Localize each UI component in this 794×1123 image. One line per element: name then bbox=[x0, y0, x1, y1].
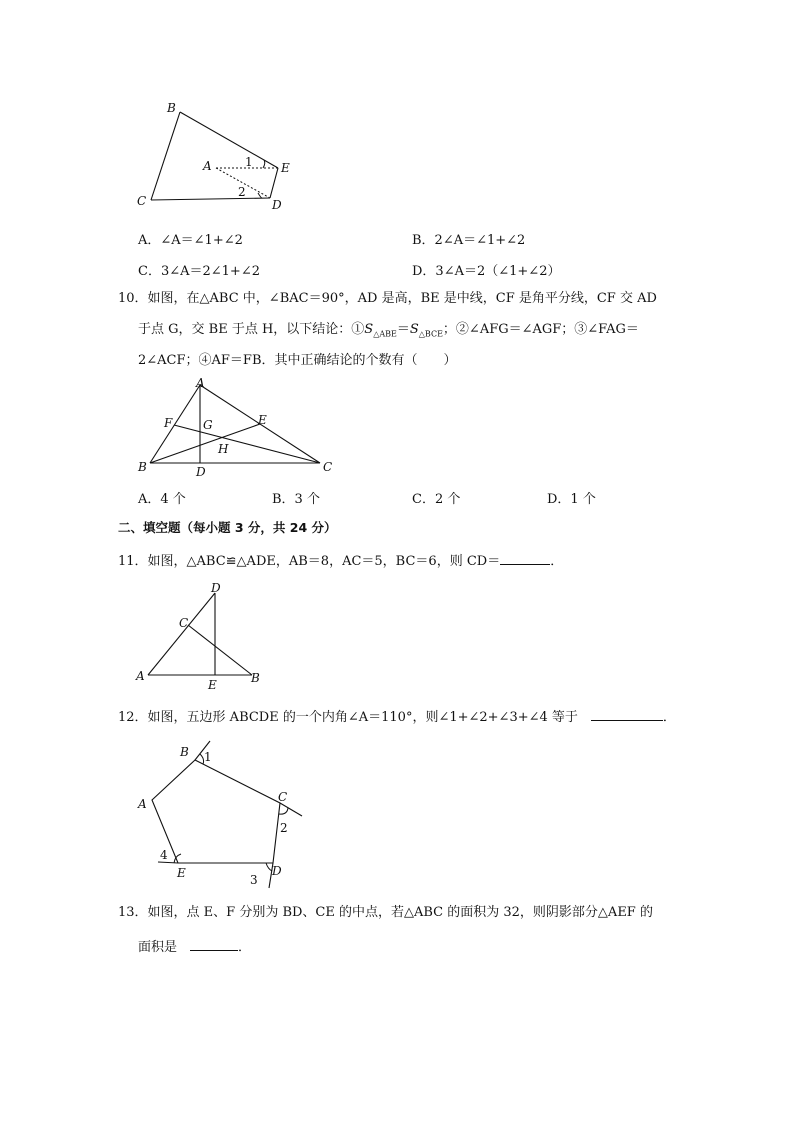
q11-label-c: C bbox=[179, 616, 189, 630]
q11-label-b: B bbox=[251, 671, 260, 685]
q10-option-c: C．2 个 bbox=[412, 492, 461, 507]
q12-label-1: 1 bbox=[204, 750, 212, 764]
section-2-title: 二、填空题（每小题 3 分，共 24 分） bbox=[118, 520, 337, 535]
q10-figure bbox=[130, 375, 345, 480]
q9-angle-arc-1 bbox=[263, 160, 265, 168]
q12-ext-de bbox=[158, 862, 178, 863]
q9-label-c: C bbox=[137, 194, 147, 208]
q12-stem: 12．如图，五边形 ABCDE 的一个内角∠A＝110°，则∠1+∠2+∠3+∠4 等于 ． bbox=[118, 710, 676, 725]
q13-answer-blank[interactable] bbox=[190, 938, 238, 951]
q12-label-d: D bbox=[272, 864, 282, 878]
q11-label-a: A bbox=[136, 669, 145, 683]
q9-side-de bbox=[270, 168, 278, 198]
q11-figure bbox=[130, 578, 270, 693]
q12-answer-blank[interactable] bbox=[591, 708, 663, 721]
q12-label-c: C bbox=[278, 790, 288, 804]
q12-label-a: A bbox=[138, 797, 147, 811]
q9-label-a: A bbox=[203, 159, 212, 173]
q10-option-d: D．1 个 bbox=[547, 492, 596, 507]
q9-option-b: B．2∠A＝∠1+∠2 bbox=[412, 233, 526, 248]
q10-label-h: H bbox=[218, 442, 229, 456]
q9-figure bbox=[130, 95, 310, 215]
q10-stem-line-3: 2∠ACF；④AF＝FB．其中正确结论的个数有（ ） bbox=[138, 353, 457, 368]
q13-stem-line-2: 面积是 ． bbox=[138, 940, 252, 955]
q9-label-d: D bbox=[272, 198, 282, 212]
q11-label-d: D bbox=[211, 581, 221, 595]
q11-side-ad bbox=[148, 593, 215, 675]
q10-label-a: A bbox=[196, 376, 205, 390]
q11-answer-blank[interactable] bbox=[500, 552, 550, 565]
q12-label-4: 4 bbox=[160, 848, 168, 862]
q9-option-d: D．3∠A＝2（∠1+∠2） bbox=[412, 264, 561, 279]
q10-label-c: C bbox=[323, 460, 333, 474]
q12-label-b: B bbox=[180, 745, 189, 759]
q9-label-2: 2 bbox=[238, 185, 246, 199]
q9-option-c: C．3∠A＝2∠1+∠2 bbox=[138, 264, 260, 279]
q10-label-d: D bbox=[196, 465, 206, 479]
q10-stem-line-1: 10．如图，在△ABC 中，∠BAC＝90°，AD 是高，BE 是中线，CF 是角平分线，CF 交 AD bbox=[118, 291, 657, 306]
q9-option-a: A．∠A＝∠1+∠2 bbox=[138, 233, 243, 248]
q10-stem-line-2: 于点 G，交 BE 于点 H，以下结论：$①S_{\triangle ABE}=S_{\triangle BCE}$；②∠AFG＝∠AGF；③∠FAG＝ bbox=[138, 322, 639, 339]
q12-label-3: 3 bbox=[250, 873, 258, 887]
q10-bisector-cf bbox=[174, 425, 320, 463]
q10-label-e: E bbox=[258, 413, 267, 427]
q10-side-ab bbox=[150, 385, 200, 463]
q12-figure bbox=[130, 733, 310, 893]
q10-option-b: B．3 个 bbox=[272, 492, 320, 507]
q10-option-a: A．4 个 bbox=[138, 492, 186, 507]
q12-pentagon bbox=[152, 760, 280, 863]
q12-angle-arc-2 bbox=[279, 808, 288, 814]
q10-label-g: G bbox=[203, 418, 213, 432]
q9-label-1: 1 bbox=[245, 155, 253, 169]
q11-side-cb bbox=[188, 625, 252, 675]
q10-label-b: B bbox=[138, 460, 147, 474]
q9-side-bc bbox=[151, 112, 180, 200]
q10-label-f: F bbox=[164, 416, 173, 430]
q9-side-cd bbox=[151, 198, 270, 200]
q11-label-e: E bbox=[208, 678, 217, 692]
q9-label-b: B bbox=[167, 101, 176, 115]
q11-stem: 11．如图，△ABC≌△ADE，AB＝8，AC＝5，BC＝6，则 CD＝ ． bbox=[118, 554, 564, 569]
q13-stem-line-1: 13．如图，点 E、F 分别为 BD、CE 的中点，若△ABC 的面积为 32，则阴影部分△AEF 的 bbox=[118, 905, 653, 920]
q12-label-e: E bbox=[177, 866, 186, 880]
q9-label-e: E bbox=[281, 161, 290, 175]
q9-side-be bbox=[180, 112, 278, 168]
q12-label-2: 2 bbox=[280, 821, 288, 835]
